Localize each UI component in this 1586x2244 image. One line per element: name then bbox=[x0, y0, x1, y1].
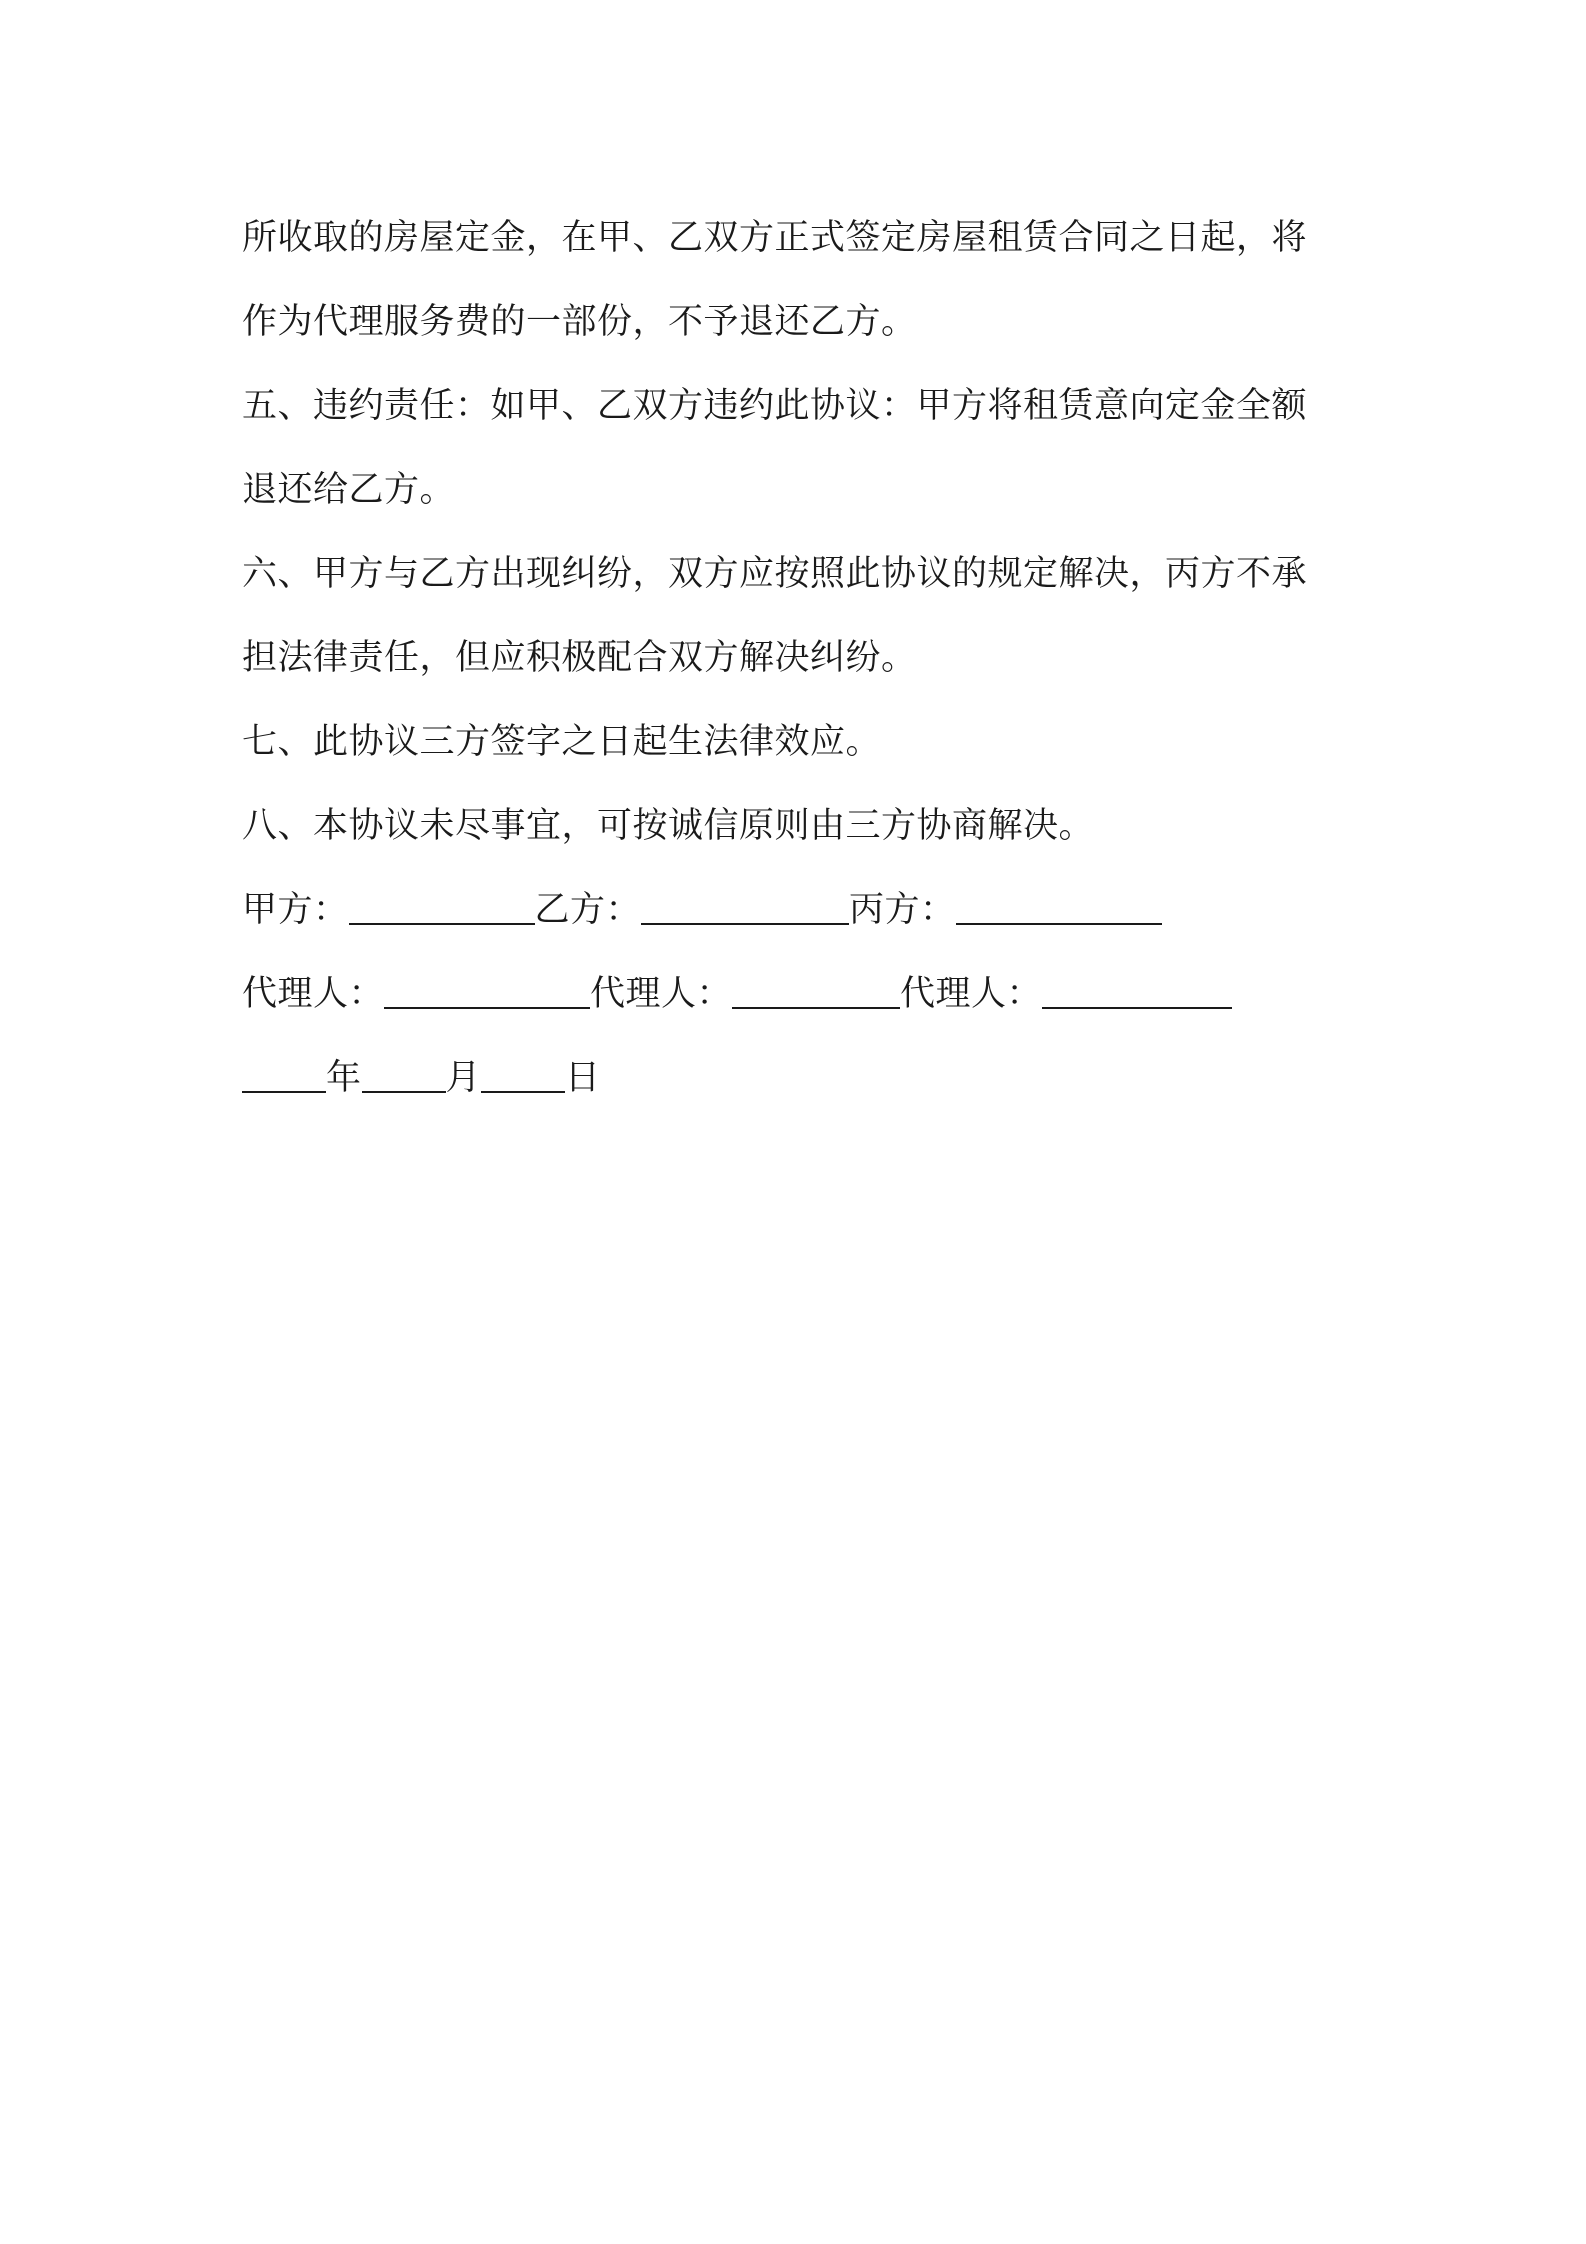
clause-six-line: 担法律责任，但应积极配合双方解决纠纷。 bbox=[242, 638, 917, 678]
agent-c-label: 代理人： bbox=[900, 974, 1043, 1014]
day-blank[interactable] bbox=[481, 1061, 565, 1093]
date-row bbox=[242, 1036, 1362, 1120]
document-body bbox=[242, 196, 1362, 1120]
month-label: 月 bbox=[445, 1058, 482, 1098]
clause-seven-line: 七、此协议三方签字之日起生法律效应。 bbox=[242, 722, 882, 762]
party-a-label: 甲方： bbox=[242, 890, 349, 930]
agent-c-signature-blank[interactable] bbox=[1042, 977, 1232, 1009]
month-blank[interactable] bbox=[362, 1061, 446, 1093]
clause-five-line: 五、违约责任：如甲、乙双方违约此协议：甲方将租赁意向定金全额 bbox=[242, 386, 1308, 426]
party-c-signature-blank[interactable] bbox=[956, 893, 1162, 925]
agent-b-signature-blank[interactable] bbox=[732, 977, 900, 1009]
party-signature-row bbox=[242, 868, 1362, 952]
paragraph-line: 作为代理服务费的一部份，不予退还乙方。 bbox=[242, 302, 917, 342]
year-blank[interactable] bbox=[242, 1061, 326, 1093]
day-label: 日 bbox=[565, 1058, 601, 1098]
paragraph-line: 所收取的房屋定金，在甲、乙双方正式签定房屋租赁合同之日起，将 bbox=[242, 218, 1308, 258]
party-b-label: 乙方： bbox=[534, 890, 642, 930]
agent-a-signature-blank[interactable] bbox=[384, 977, 590, 1009]
party-a-signature-blank[interactable] bbox=[349, 893, 535, 925]
agent-a-label: 代理人： bbox=[242, 974, 385, 1014]
party-c-label: 丙方： bbox=[849, 890, 956, 930]
year-label: 年 bbox=[326, 1058, 362, 1098]
agent-b-label: 代理人： bbox=[590, 974, 733, 1014]
clause-five-line: 退还给乙方。 bbox=[242, 470, 456, 510]
clause-six-line: 六、甲方与乙方出现纠纷，双方应按照此协议的规定解决，丙方不承 bbox=[242, 554, 1308, 594]
clause-eight-line: 八、本协议未尽事宜，可按诚信原则由三方协商解决。 bbox=[242, 806, 1095, 846]
agent-signature-row bbox=[242, 952, 1362, 1036]
party-b-signature-blank[interactable] bbox=[641, 893, 849, 925]
